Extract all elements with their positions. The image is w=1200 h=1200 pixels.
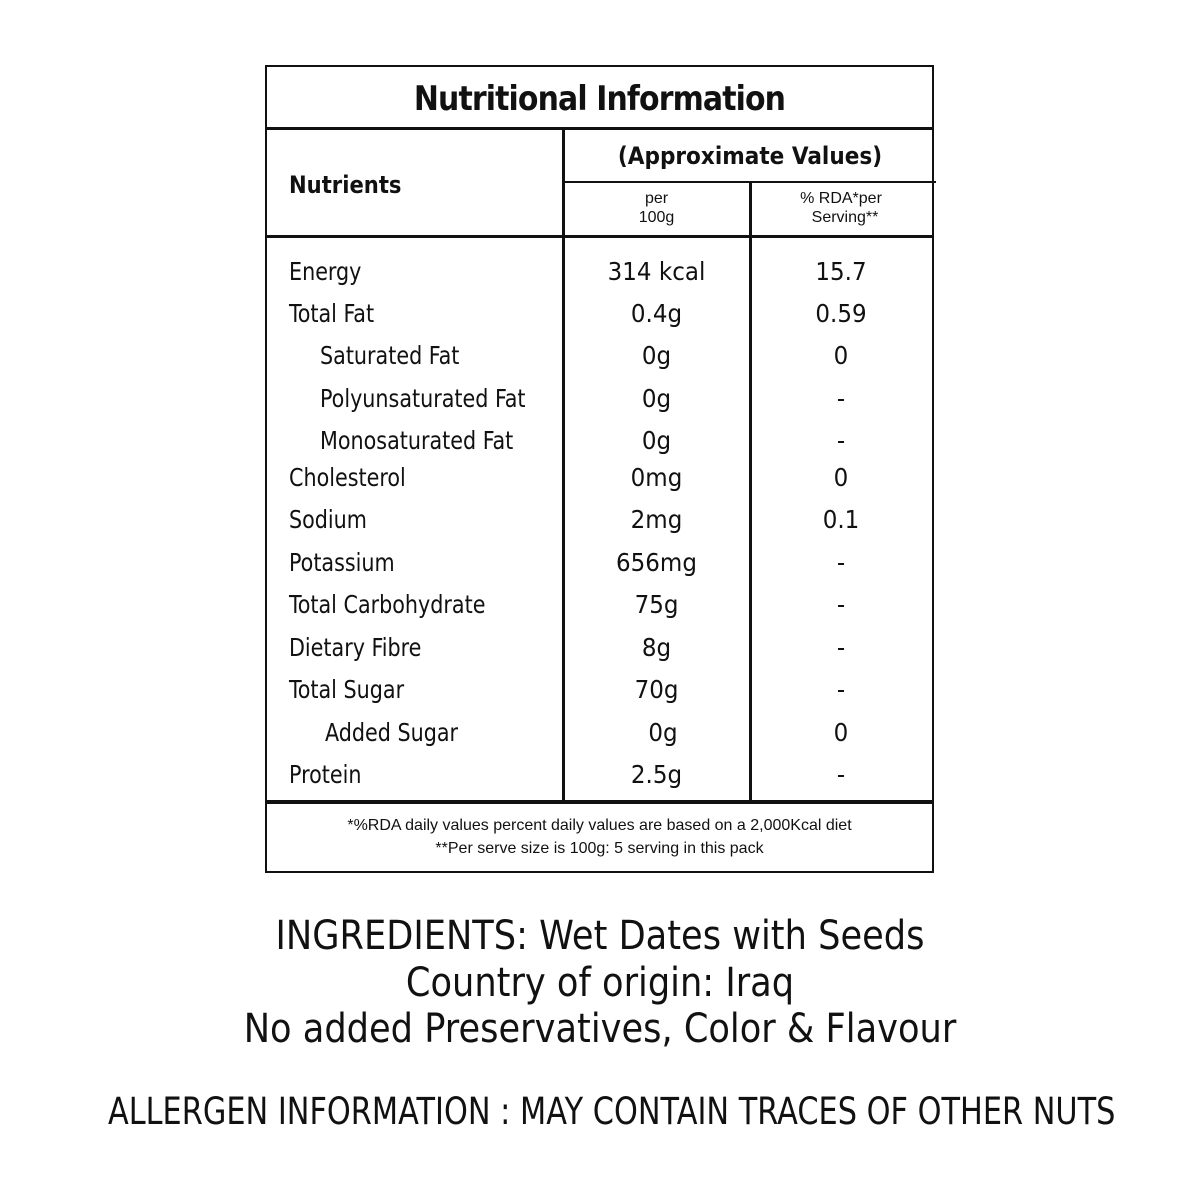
allergen-line: ALLERGEN INFORMATION : MAY CONTAIN TRACES OF OTHER NUTS <box>108 1090 1116 1133</box>
nutrient-per-100g: 0g <box>641 341 672 370</box>
nutrient-row <box>267 426 932 466</box>
nutrient-per-100g: 314 kcal <box>607 257 706 286</box>
header-divider <box>267 235 932 238</box>
nutrient-row <box>267 675 932 715</box>
panel-title: Nutritional Information <box>413 79 786 119</box>
nutrient-row <box>267 463 932 503</box>
nutrient-row <box>267 341 932 381</box>
header-per-line2: 100g <box>638 209 675 226</box>
nutrient-rda: 0 <box>833 718 849 747</box>
nutrient-name: Protein <box>289 760 362 789</box>
nutrient-name: Total Carbohydrate <box>289 590 486 619</box>
nutrient-row <box>267 505 932 545</box>
nutrient-rda: - <box>836 426 846 455</box>
nutrient-rda: - <box>836 548 846 577</box>
header-approximate-values: (Approximate Values) <box>617 142 883 170</box>
nutrient-rda: 15.7 <box>815 257 867 286</box>
nutrition-panel <box>265 65 934 873</box>
ingredients-line: INGREDIENTS: Wet Dates with Seeds <box>275 913 925 959</box>
nutrient-rda: 0.1 <box>822 505 860 534</box>
nutrient-rda: - <box>836 590 846 619</box>
nutrient-row <box>267 384 932 424</box>
nutrient-name: Saturated Fat <box>320 341 460 370</box>
nutrient-row <box>267 633 932 673</box>
nutrient-per-100g: 0mg <box>630 463 683 492</box>
header-nutrients: Nutrients <box>289 171 402 199</box>
nutrient-name: Energy <box>289 257 362 286</box>
footnote-rda: *%RDA daily values percent daily values are based on a 2,000Kcal diet <box>347 817 852 834</box>
nutrient-name: Total Sugar <box>289 675 405 704</box>
nutrient-row <box>267 548 932 588</box>
header-rda-line1: % RDA*per <box>800 190 882 207</box>
nutrient-name: Added Sugar <box>325 718 459 747</box>
nutrient-name: Sodium <box>289 505 367 534</box>
origin-line: Country of origin: Iraq <box>405 960 795 1006</box>
nutrient-per-100g: 8g <box>641 633 672 662</box>
nutrient-per-100g: 2mg <box>630 505 683 534</box>
nutrient-rda: - <box>836 633 846 662</box>
nutrient-rda: - <box>836 760 846 789</box>
nutrient-name: Dietary Fibre <box>289 633 422 662</box>
footer-divider <box>267 800 932 804</box>
header-rda-line2: Serving** <box>811 209 879 226</box>
nutrient-name: Cholesterol <box>289 463 406 492</box>
nutrient-per-100g: 70g <box>634 675 679 704</box>
nutrient-rda: - <box>836 675 846 704</box>
nutrient-name: Potassium <box>289 548 395 577</box>
footnote-serving: **Per serve size is 100g: 5 serving in this pack <box>435 840 764 857</box>
nutrient-per-100g: 0g <box>641 384 672 413</box>
nutrient-per-100g: 656mg <box>616 548 697 577</box>
no-added-line: No added Preservatives, Color & Flavour <box>243 1006 957 1052</box>
header-rda <box>751 189 931 227</box>
title-divider <box>267 127 932 130</box>
header-per-100g <box>564 189 749 227</box>
nutrient-row <box>267 257 932 297</box>
nutrient-name: Polyunsaturated Fat <box>320 384 526 413</box>
header-per-line1: per <box>644 190 669 207</box>
nutrient-name: Monosaturated Fat <box>320 426 514 455</box>
nutrient-rda: 0 <box>833 463 849 492</box>
nutrient-name: Total Fat <box>289 299 375 328</box>
nutrient-row <box>267 718 932 758</box>
nutrient-row <box>267 760 932 800</box>
nutrient-per-100g: 0g <box>648 718 678 747</box>
nutrient-row <box>267 590 932 630</box>
nutrient-per-100g: 2.5g <box>630 760 683 789</box>
nutrient-per-100g: 0g <box>641 426 672 455</box>
nutrient-rda: 0 <box>833 341 849 370</box>
nutrient-per-100g: 75g <box>634 590 679 619</box>
nutrient-row <box>267 299 932 339</box>
nutrient-per-100g: 0.4g <box>630 299 683 328</box>
nutrient-rda: 0.59 <box>815 299 867 328</box>
nutrient-rda: - <box>836 384 846 413</box>
